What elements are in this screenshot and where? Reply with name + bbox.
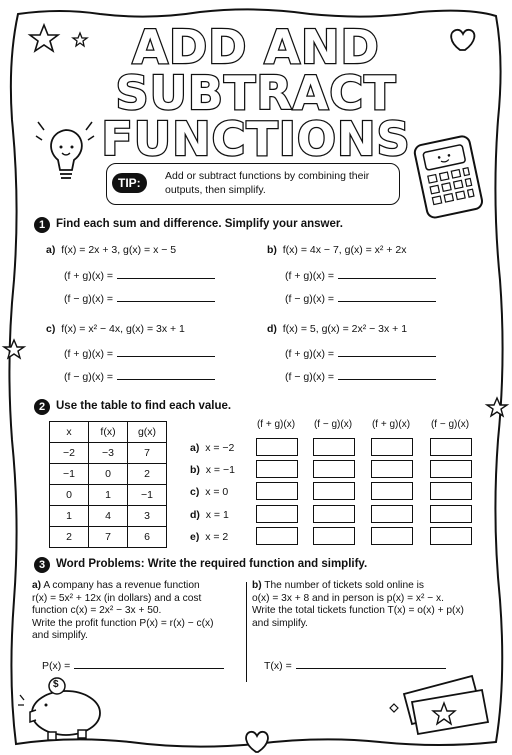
item-2a: a) x = −2 <box>190 442 235 454</box>
answer-col-header: (f − g)(x) <box>313 419 353 430</box>
answer-box[interactable] <box>256 438 298 456</box>
star-icon <box>4 340 24 358</box>
tip-label: TIP: <box>112 173 147 193</box>
item-2e: e) x = 2 <box>190 531 229 543</box>
answer-box[interactable] <box>256 527 298 545</box>
table-row: −1 0 2 <box>50 464 167 485</box>
star-icon <box>73 33 87 46</box>
table-row: 2 7 6 <box>50 527 167 548</box>
answer-col-header: (f − g)(x) <box>430 419 470 430</box>
section-3-heading: Word Problems: Write the required function and simplify. <box>56 558 368 570</box>
column-divider <box>246 582 247 682</box>
item-2c: c) x = 0 <box>190 486 229 498</box>
answer-1b-sum[interactable]: (f + g)(x) = <box>285 268 436 282</box>
table-header-fx: f(x) <box>89 422 128 443</box>
answer-1d-sum[interactable]: (f + g)(x) = <box>285 346 436 360</box>
answer-box[interactable] <box>313 505 355 523</box>
star-icon <box>487 398 507 416</box>
answer-box[interactable] <box>430 527 472 545</box>
problem-1a: a) f(x) = 2x + 3, g(x) = x − 5 <box>46 244 177 256</box>
answer-box[interactable] <box>313 482 355 500</box>
problem-1b: b) f(x) = 4x − 7, g(x) = x² + 2x <box>267 244 407 256</box>
answer-box[interactable] <box>430 482 472 500</box>
lightbulb-icon <box>36 122 94 178</box>
answer-box[interactable] <box>256 482 298 500</box>
ticket-icon <box>390 676 488 734</box>
table-header-x: x <box>50 422 89 443</box>
answer-box[interactable] <box>313 460 355 478</box>
answer-1c-diff[interactable]: (f − g)(x) = <box>64 369 215 383</box>
section-1-number: 1 <box>34 217 50 233</box>
heart-icon <box>246 732 268 752</box>
answer-box[interactable] <box>371 505 413 523</box>
answer-box[interactable] <box>371 527 413 545</box>
answer-3a[interactable]: P(x) = <box>42 658 224 672</box>
problem-1c: c) f(x) = x² − 4x, g(x) = 3x + 1 <box>46 323 185 335</box>
answer-box[interactable] <box>430 460 472 478</box>
heart-icon <box>451 30 474 50</box>
item-2d: d) x = 1 <box>190 509 229 521</box>
coin-icon: $ <box>53 679 59 690</box>
calculator-icon <box>413 135 483 219</box>
answer-1d-diff[interactable]: (f − g)(x) = <box>285 369 436 383</box>
tip-box <box>106 163 400 205</box>
answer-1c-sum[interactable]: (f + g)(x) = <box>64 346 215 360</box>
values-table <box>49 421 167 548</box>
answer-3b[interactable]: T(x) = <box>264 658 446 672</box>
answer-1a-sum[interactable]: (f + g)(x) = <box>64 268 215 282</box>
title-line-1: ADD AND <box>132 20 380 74</box>
title-line-2: SUBTRACT <box>115 66 397 120</box>
star-icon <box>30 25 58 51</box>
word-problem-b: b) The number of tickets sold online is o(x) = 3x + 8 and in person is p(x) = x² − x. Write the total tickets function T(x) = o(x) + p(x) and simplify. <box>252 580 464 629</box>
section-2-number: 2 <box>34 399 50 415</box>
piggy-bank-icon <box>18 678 100 740</box>
problem-1d: d) f(x) = 5, g(x) = 2x² − 3x + 1 <box>267 323 408 335</box>
table-header-row <box>50 422 167 443</box>
answer-box[interactable] <box>430 438 472 456</box>
answer-col-header: (f + g)(x) <box>256 419 296 430</box>
section-3-number: 3 <box>34 557 50 573</box>
answer-box[interactable] <box>371 438 413 456</box>
answer-box[interactable] <box>371 460 413 478</box>
item-2b: b) x = −1 <box>190 464 235 476</box>
answer-box[interactable] <box>371 482 413 500</box>
answer-box[interactable] <box>256 505 298 523</box>
word-problem-a: a) A company has a revenue function r(x) = 5x² + 12x (in dollars) and a cost function c(x) = 2x² − 3x + 50. Write the profit function P(x) = r(x) − c(x) and simplify. <box>32 580 214 641</box>
section-2-heading: Use the table to find each value. <box>56 400 232 412</box>
table-row: 0 1 −1 <box>50 485 167 506</box>
answer-1b-diff[interactable]: (f − g)(x) = <box>285 291 436 305</box>
answer-1a-diff[interactable]: (f − g)(x) = <box>64 291 215 305</box>
table-row: 1 4 3 <box>50 506 167 527</box>
answer-box[interactable] <box>313 438 355 456</box>
answer-box[interactable] <box>256 460 298 478</box>
title-line-3: FUNCTIONS <box>101 112 411 166</box>
table-header-gx: g(x) <box>128 422 167 443</box>
answer-box[interactable] <box>430 505 472 523</box>
answer-col-header: (f + g)(x) <box>371 419 411 430</box>
tip-text: Add or subtract functions by combining their outputs, then simplify. <box>165 170 370 196</box>
answer-box[interactable] <box>313 527 355 545</box>
section-1-heading: Find each sum and difference. Simplify your answer. <box>56 218 343 230</box>
table-row: −2 −3 7 <box>50 443 167 464</box>
